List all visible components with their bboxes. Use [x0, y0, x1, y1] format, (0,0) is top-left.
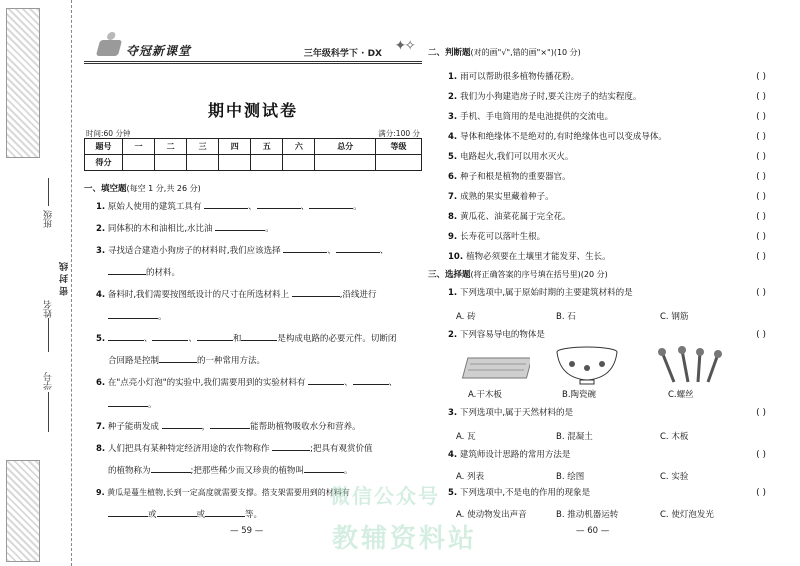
question-number: 3.	[448, 112, 458, 122]
screws-image	[654, 346, 724, 386]
choice-option[interactable]: C. 木板	[660, 432, 689, 442]
answer-paren[interactable]: ( )	[756, 288, 766, 298]
question-text: 人们把具有某种特定经济用途的农作物称作	[107, 444, 270, 454]
score-table	[84, 138, 422, 171]
judge-item	[448, 246, 611, 268]
question-number: 9.	[96, 488, 105, 497]
choice-option[interactable]: C.螺丝	[668, 390, 694, 400]
question-text: 黄瓜花、油菜花属于完全花。	[460, 212, 571, 222]
grade-label: 三年级科学下 · DX	[303, 49, 382, 59]
answer-paren[interactable]: ( )	[756, 192, 766, 202]
question-text: 寻找适合建造小狗房子的材料时,我们应该选择	[107, 246, 281, 256]
section1-heading	[84, 182, 201, 194]
watermark-line-2: 教辅资料站	[332, 524, 478, 554]
choice-option[interactable]: A.干木板	[468, 390, 502, 400]
choice-question-2	[448, 324, 545, 346]
choice-option[interactable]: A. 砖	[456, 312, 476, 322]
answer-paren[interactable]: ( )	[756, 92, 766, 102]
section1-note: (每空 1 分,共 26 分)	[126, 184, 201, 193]
score-table-header-row	[85, 139, 422, 155]
answer-blank[interactable]	[308, 375, 344, 385]
answer-blank[interactable]	[210, 419, 250, 429]
answer-blank[interactable]	[204, 199, 248, 209]
choice-option[interactable]: C. 钢筋	[660, 312, 689, 322]
judge-item	[448, 166, 571, 188]
page-header	[84, 30, 422, 64]
answer-blank[interactable]	[157, 507, 197, 517]
choice-option[interactable]: B.陶瓷碗	[562, 390, 597, 400]
score-input-cell[interactable]	[219, 155, 251, 171]
choice-option[interactable]: A. 瓦	[456, 432, 476, 442]
question-number: 8.	[96, 444, 106, 454]
fill-question-9-line2	[108, 504, 262, 526]
score-input-cell[interactable]	[376, 155, 422, 171]
choice-question-3	[448, 402, 573, 424]
score-cell: 题号	[85, 139, 123, 155]
question-text: 植物必须要在土壤里才能发芽、生长。	[466, 252, 611, 262]
name-field-label: 姓名	[44, 300, 54, 318]
question-number: 10.	[448, 252, 464, 262]
question-text: 电路起火,我们可以用水灭火。	[460, 152, 574, 162]
question-text: 导体和绝缘体不是绝对的,有时绝缘体也可以变成导体。	[460, 132, 667, 142]
choice-option[interactable]: A. 使动物发出声音	[456, 510, 527, 520]
full-score: 满分:100 分	[378, 129, 420, 138]
score-cell: 四	[219, 139, 251, 155]
question-text: 能帮助植物吸收水分和营养。	[250, 422, 361, 432]
answer-paren[interactable]: ( )	[756, 232, 766, 242]
question-text: 或	[196, 510, 206, 520]
score-input-cell[interactable]	[187, 155, 219, 171]
question-text: 下列选项中,属于天然材料的是	[459, 408, 574, 418]
question-text: 雨可以帮助很多植物传播花粉。	[460, 72, 580, 82]
judge-item	[448, 206, 571, 228]
page-number-right: — 60 —	[576, 526, 610, 536]
answer-paren[interactable]: ( )	[756, 112, 766, 122]
answer-blank[interactable]	[108, 397, 148, 407]
fill-question-2: 2. 同体积的木和油相比,水比油 。	[96, 218, 274, 240]
question-number: 8.	[448, 212, 458, 222]
question-number: 6.	[96, 378, 106, 388]
question-text: 的材料。	[146, 268, 181, 278]
question-number: 2.	[448, 92, 458, 102]
question-number: 2.	[96, 224, 106, 234]
choice-question-4	[448, 444, 570, 466]
answer-blank[interactable]	[108, 265, 146, 275]
question-number: 3.	[448, 408, 458, 418]
score-input-cell[interactable]	[155, 155, 187, 171]
question-text: 的一种常用方法。	[197, 356, 266, 366]
choice-question-5	[448, 482, 590, 504]
answer-paren[interactable]: ( )	[756, 408, 766, 418]
score-table-score-row	[85, 155, 422, 171]
score-input-cell[interactable]	[283, 155, 315, 171]
score-cell: 总分	[315, 139, 376, 155]
answer-paren[interactable]: ( )	[756, 152, 766, 162]
judge-item	[448, 106, 613, 128]
question-text: 下列选项中,不是电的作用的现象是	[459, 488, 591, 498]
ceramic-bowl-image	[552, 344, 622, 386]
fill-question-6-line2: 。	[108, 394, 157, 416]
choice-option[interactable]: C. 实验	[660, 472, 689, 482]
score-input-cell[interactable]	[315, 155, 376, 171]
question-text: 是构成电路的必要元件。切断闭	[277, 334, 397, 344]
watermark-line-1: 微信公众号	[330, 484, 440, 508]
question-number: 6.	[448, 172, 458, 182]
judge-item	[448, 146, 573, 168]
id-field-line	[48, 392, 49, 432]
question-text: 下列选项中,属于原始时期的主要建筑材料的是	[459, 288, 633, 298]
answer-blank[interactable]	[283, 243, 327, 253]
score-input-cell[interactable]	[123, 155, 155, 171]
question-text: 种子和根是植物的重要器官。	[460, 172, 571, 182]
question-text: 我们为小狗建造房子时,要关注房子的结实程度。	[460, 92, 642, 102]
section2-note: (对的画"√",错的画"×")(10 分)	[470, 48, 581, 57]
seal-line-label: 密 封 线	[60, 262, 70, 296]
answer-blank[interactable]	[197, 331, 233, 341]
score-cell: 三	[187, 139, 219, 155]
section3-title: 三、选择题	[428, 270, 471, 280]
score-input-cell[interactable]	[251, 155, 283, 171]
fill-question-8	[96, 438, 372, 460]
question-number: 5.	[448, 152, 458, 162]
answer-blank[interactable]	[151, 463, 191, 473]
judge-item	[448, 186, 554, 208]
answer-blank[interactable]	[152, 331, 188, 341]
choice-option[interactable]: C. 使灯泡发光	[660, 510, 714, 520]
section3-heading	[428, 268, 608, 280]
answer-blank[interactable]	[108, 309, 158, 319]
question-number: 4.	[448, 450, 458, 460]
question-text: ;把那些稀少而又珍贵的植物叫	[190, 466, 304, 476]
binding-strip	[0, 0, 72, 566]
answer-blank[interactable]	[159, 353, 197, 363]
choice-option[interactable]: B. 混凝土	[556, 432, 593, 442]
question-text: 等。	[245, 510, 263, 520]
question-text: 在"点亮小灯泡"的实验中,我们需要用到的实验材料有	[107, 378, 306, 388]
answer-paren[interactable]: ( )	[756, 172, 766, 182]
question-number: 5.	[448, 488, 458, 498]
answer-paren[interactable]: ( )	[756, 252, 766, 262]
answer-blank[interactable]	[353, 375, 389, 385]
exam-title: 期中测试卷	[207, 101, 298, 120]
fill-question-5: 5. 、 、 和 是构成电路的必要元件。切断闭	[96, 328, 396, 350]
fill-question-6: 6. 在"点亮小灯泡"的实验中,我们需要用到的实验材料有 、 、	[96, 372, 397, 394]
fill-question-1: 1. 原始人使用的建筑工具有 、 、 。	[96, 196, 362, 218]
choice-option[interactable]: B. 推动机器运转	[556, 510, 619, 520]
question-number: 1.	[448, 72, 458, 82]
answer-paren[interactable]: ( )	[756, 132, 766, 142]
judge-item	[448, 66, 579, 88]
answer-blank[interactable]	[309, 199, 353, 209]
page-number-left: — 59 —	[230, 526, 264, 536]
question-text: ,沿线进行	[339, 290, 377, 300]
answer-blank[interactable]	[215, 221, 265, 231]
answer-blank[interactable]	[336, 243, 380, 253]
choice-question-1	[448, 282, 633, 304]
question-number: 7.	[96, 422, 106, 432]
question-number: 4.	[448, 132, 458, 142]
question-number: 7.	[448, 192, 458, 202]
binding-pattern-top	[6, 8, 40, 158]
fill-question-8-line2: 的植物称为 ;把那些稀少而又珍贵的植物叫 。	[108, 460, 352, 482]
question-text: 长寿花可以落叶生根。	[460, 232, 546, 242]
answer-paren[interactable]: ( )	[756, 450, 766, 460]
section3-note: (将正确答案的序号填在括号里)(20 分)	[470, 270, 608, 279]
question-text: 原始人使用的建筑工具有	[107, 202, 202, 212]
question-number: 4.	[96, 290, 106, 300]
question-number: 1.	[448, 288, 458, 298]
class-field-label: 班级	[44, 210, 54, 228]
judge-item	[448, 126, 667, 148]
choice-option[interactable]: B. 石	[556, 312, 576, 322]
score-cell: 得分	[85, 155, 123, 171]
answer-blank[interactable]	[304, 463, 344, 473]
answer-paren[interactable]: ( )	[756, 212, 766, 222]
answer-blank[interactable]	[272, 441, 310, 451]
exam-time: 时间:60 分钟	[86, 129, 131, 138]
question-text: 或	[148, 510, 157, 520]
answer-blank[interactable]	[257, 199, 301, 209]
question-number: 9.	[448, 232, 458, 242]
answer-paren[interactable]: ( )	[756, 72, 766, 82]
fill-question-3-line2	[108, 262, 180, 284]
question-text: 成熟的果实里藏着种子。	[460, 192, 554, 202]
choice-option[interactable]: A. 列表	[456, 472, 485, 482]
judge-item	[448, 86, 641, 108]
sparkle-icon: ✦✧	[394, 38, 414, 54]
section2-heading	[428, 46, 581, 58]
id-field-label: 学号	[44, 372, 54, 390]
question-text: 黄瓜是蔓生植物,长到一定高度就需要支撑。搭支架需要用到的材料有	[107, 488, 350, 497]
score-cell: 五	[251, 139, 283, 155]
question-text: 和	[232, 334, 242, 344]
question-number: 5.	[96, 334, 106, 344]
judge-item	[448, 226, 545, 248]
score-cell: 二	[155, 139, 187, 155]
score-cell: 六	[283, 139, 315, 155]
answer-paren[interactable]: ( )	[756, 488, 766, 498]
section1-title: 一、填空题	[84, 184, 127, 194]
fill-question-9	[96, 482, 350, 504]
fill-question-4	[96, 284, 376, 306]
fill-question-3: 3. 寻找适合建造小狗房子的材料时,我们应该选择 、 、	[96, 240, 388, 262]
question-text: 手机、手电筒用的是电池提供的交流电。	[460, 112, 614, 122]
answer-blank[interactable]	[108, 331, 144, 341]
answer-blank[interactable]	[241, 331, 277, 341]
answer-paren[interactable]: ( )	[756, 330, 766, 340]
class-field-line	[48, 178, 49, 206]
question-number: 3.	[96, 246, 106, 256]
score-cell: 一	[123, 139, 155, 155]
question-text: 下列容易导电的物体是	[459, 330, 545, 340]
dry-board-image	[460, 350, 530, 384]
answer-blank[interactable]	[108, 507, 148, 517]
binding-pattern-bottom	[6, 460, 40, 562]
question-number: 2.	[448, 330, 458, 340]
answer-blank[interactable]	[205, 507, 245, 517]
question-text: 备料时,我们需要按图纸设计的尺寸在所选材料上	[107, 290, 290, 300]
brand-logo-icon	[96, 40, 122, 56]
question-text: ;把具有观赏价值	[310, 444, 373, 454]
question-text: 的植物称为	[108, 466, 151, 476]
question-number: 1.	[96, 202, 106, 212]
fill-question-4-line2: 。	[108, 306, 167, 328]
question-text: 同体积的木和油相比,水比油	[107, 224, 213, 234]
score-cell: 等级	[376, 139, 422, 155]
answer-blank[interactable]	[162, 419, 202, 429]
fill-question-5-line2	[108, 350, 265, 372]
question-text: 种子能萌发成	[107, 422, 159, 432]
fill-question-7: 7. 种子能萌发成 ， 能帮助植物吸收水分和营养。	[96, 416, 361, 438]
brand-name: 夺冠新课堂	[126, 44, 192, 58]
choice-option[interactable]: B. 绘图	[556, 472, 585, 482]
section2-title: 二、判断题	[428, 48, 471, 58]
answer-blank[interactable]	[292, 287, 340, 297]
question-text: 建筑师设计思路的常用方法是	[459, 450, 571, 460]
name-field-line	[48, 318, 49, 352]
question-text: 合回路是控制	[108, 356, 160, 366]
